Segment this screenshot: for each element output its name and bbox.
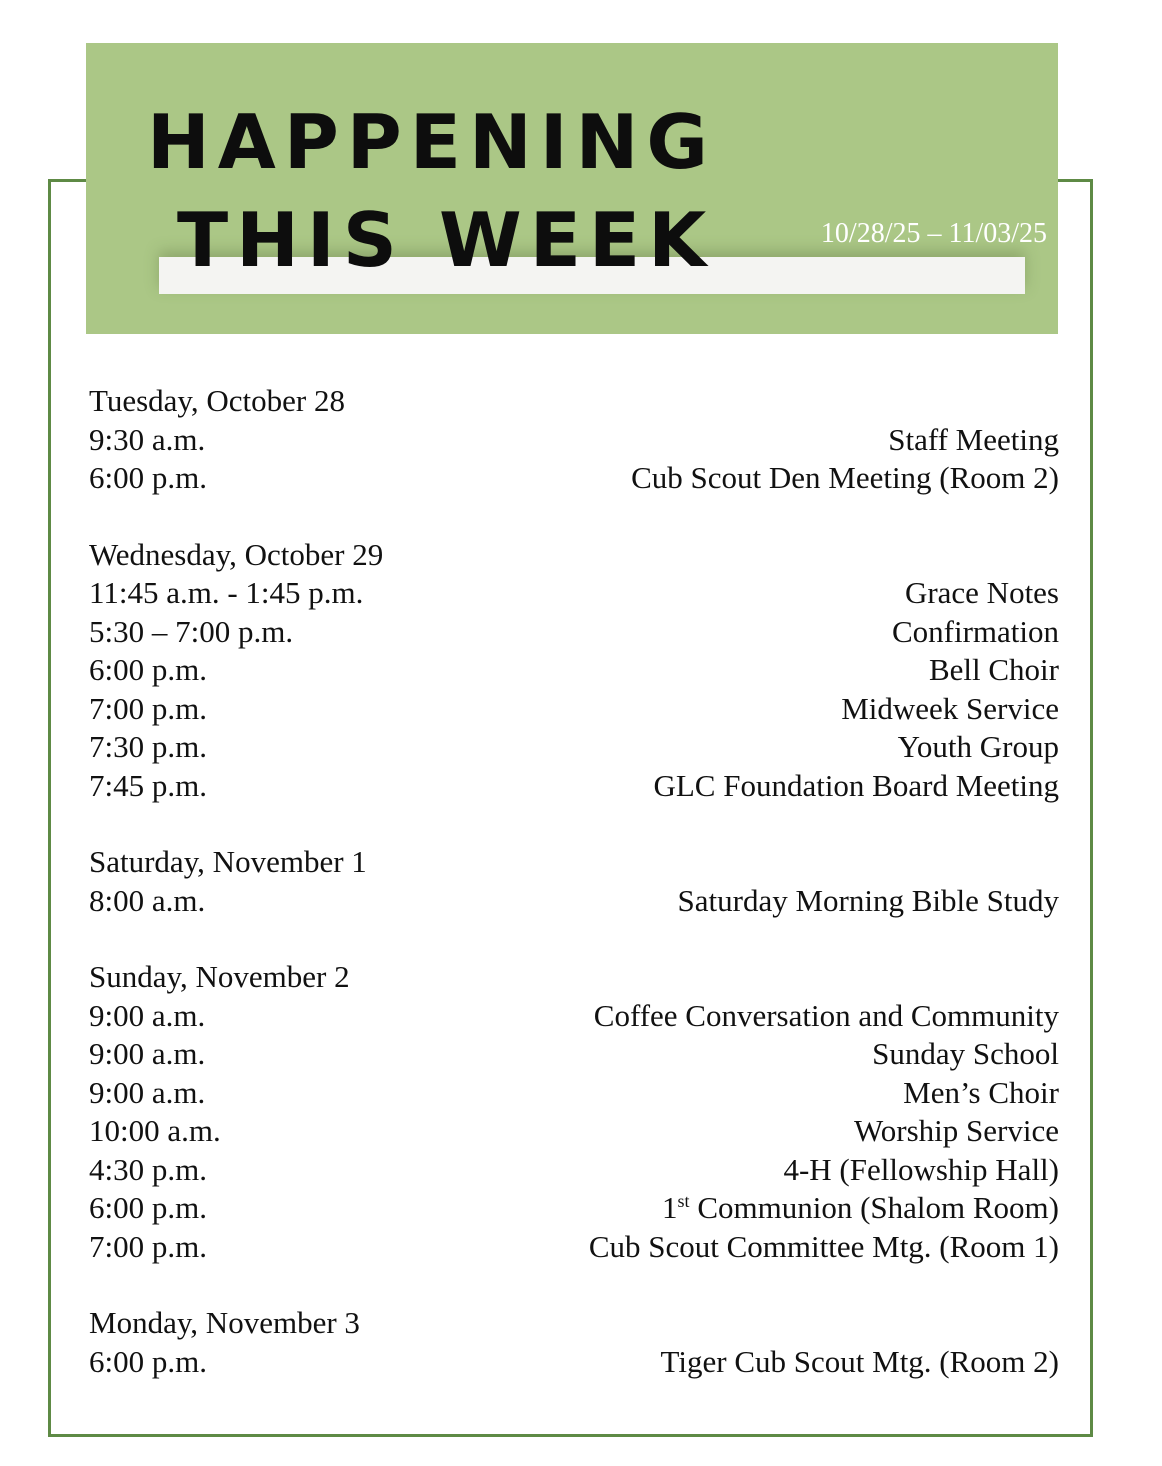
event-row [89, 1189, 1059, 1228]
event-time: 9:00 a.m. [89, 1074, 206, 1110]
event-time: 9:30 a.m. [89, 421, 206, 457]
event-row [89, 767, 1059, 806]
event-row [89, 651, 1059, 690]
event-name: Youth Group [897, 729, 1059, 764]
event-time: 9:00 a.m. [89, 997, 206, 1033]
event-name: Cub Scout Den Meeting (Room 2) [631, 460, 1059, 495]
day-heading: Tuesday, October 28 [89, 383, 346, 418]
event-time: 9:00 a.m. [89, 1036, 206, 1071]
day-section [89, 1304, 1059, 1381]
event-row [89, 690, 1059, 729]
page-title-line-1: HAPPENING [147, 98, 716, 186]
day-section [89, 958, 1059, 1266]
event-row [89, 1112, 1059, 1151]
event-name: Grace Notes [904, 575, 1059, 610]
event-time: 10:00 a.m. [89, 1113, 221, 1148]
event-row [89, 421, 1059, 460]
event-name [662, 1189, 1059, 1228]
event-name: 4-H (Fellowship Hall) [783, 1151, 1059, 1187]
event-row [89, 728, 1059, 767]
event-row [89, 459, 1059, 498]
event-row [89, 997, 1059, 1036]
day-heading: Wednesday, October 29 [89, 536, 384, 572]
event-row [89, 882, 1059, 921]
page-title-line-2: THIS WEEK [177, 196, 715, 284]
event-time: 6:00 p.m. [89, 1190, 207, 1225]
event-row [89, 1343, 1059, 1382]
event-name: Cub Scout Committee Mtg. (Room 1) [588, 1228, 1059, 1264]
day-heading: Monday, November 3 [89, 1305, 360, 1340]
event-time: 8:00 a.m. [89, 882, 206, 918]
day-section [89, 382, 1059, 498]
event-time: 6:00 p.m. [89, 1343, 207, 1379]
event-time: 7:00 p.m. [89, 690, 207, 726]
date-range: 10/28/25 – 11/03/25 [820, 218, 1047, 249]
event-name: Confirmation [891, 613, 1059, 649]
event-name-superscript: st [677, 1191, 690, 1211]
event-name-prefix: 1 [662, 1190, 678, 1225]
event-name: Staff Meeting [888, 421, 1059, 457]
event-row [89, 1151, 1059, 1190]
schedule-list [89, 382, 1059, 1419]
event-name: Sunday School [872, 1036, 1059, 1071]
event-time: 7:00 p.m. [89, 1228, 207, 1264]
event-name: Men’s Choir [903, 1074, 1059, 1110]
event-name: Worship Service [854, 1113, 1059, 1148]
day-heading: Saturday, November 1 [89, 844, 367, 879]
event-row [89, 1035, 1059, 1074]
event-name: Tiger Cub Scout Mtg. (Room 2) [660, 1343, 1059, 1379]
day-section [89, 843, 1059, 920]
event-time: 7:45 p.m. [89, 767, 207, 803]
event-row [89, 1228, 1059, 1267]
event-row [89, 613, 1059, 652]
event-time: 11:45 a.m. - 1:45 p.m. [89, 575, 364, 610]
event-name-rest: Communion (Shalom Room) [689, 1190, 1059, 1225]
event-time: 6:00 p.m. [89, 652, 207, 687]
event-name: Midweek Service [841, 690, 1059, 726]
event-name: Saturday Morning Bible Study [677, 882, 1059, 918]
event-row [89, 1074, 1059, 1113]
day-section [89, 536, 1059, 806]
day-heading: Sunday, November 2 [89, 959, 350, 994]
event-time: 5:30 – 7:00 p.m. [89, 613, 294, 649]
event-row [89, 574, 1059, 613]
event-time: 4:30 p.m. [89, 1151, 207, 1187]
event-name: Coffee Conversation and Community [593, 997, 1059, 1033]
event-time: 6:00 p.m. [89, 460, 207, 495]
event-name: Bell Choir [928, 652, 1059, 687]
header-banner [86, 43, 1058, 334]
event-time: 7:30 p.m. [89, 729, 207, 764]
event-name: GLC Foundation Board Meeting [653, 767, 1059, 803]
